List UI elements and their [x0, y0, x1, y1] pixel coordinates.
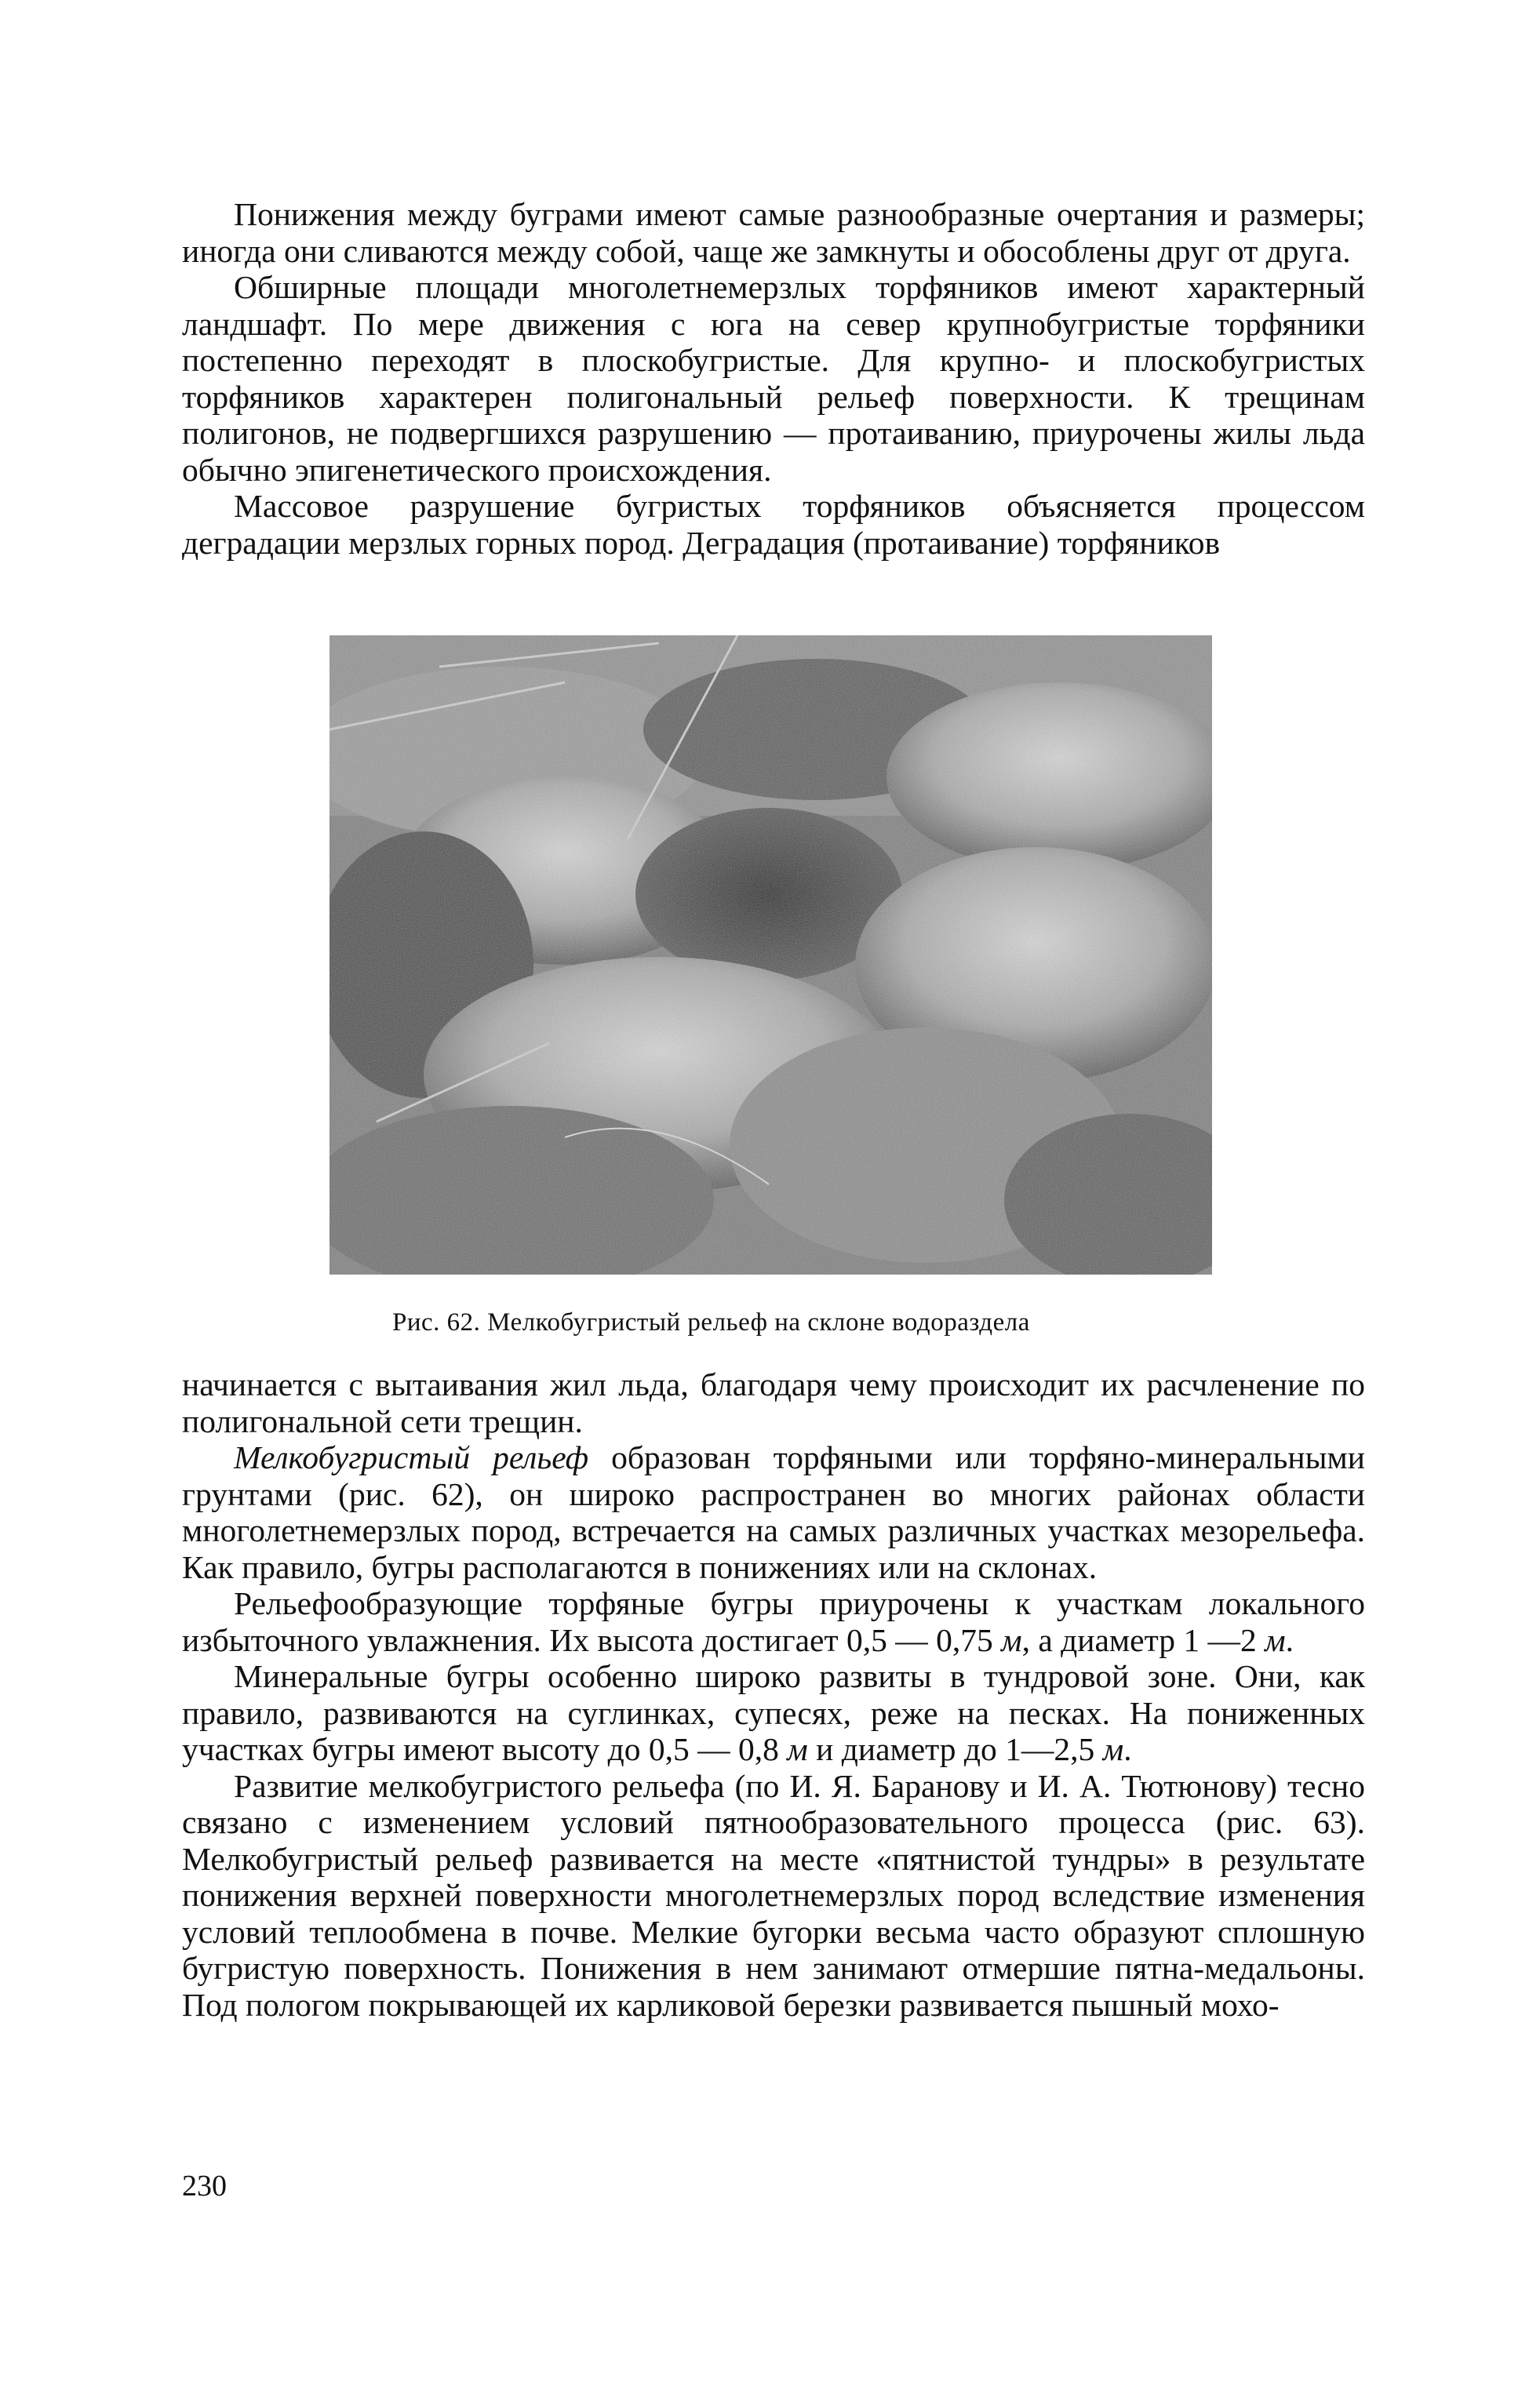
figure-photo	[329, 635, 1212, 1275]
paragraph: Обширные площади многолетнемерзлых торфяников имеют характерный ландшафт. По мере движения с юга на север крупнобугристые торфяники постепенно переходят в плоскобугристые. Для крупно- и плоскобугристых торфяников характерен полигональный рельеф поверхности. К трещинам полигонов, не подвергшихся разрушению — протаиванию, приурочены жилы льда обычно эпигенетического происхождения.	[182, 269, 1365, 488]
paragraph-text: , а диаметр 1 —2	[1021, 1621, 1265, 1658]
unit: м	[1102, 1731, 1124, 1767]
paragraph: Массовое разрушение бугристых торфяников объясняется процессом деградации мерзлых горных пород. Деградация (протаивание) торфяников	[182, 488, 1365, 561]
text-block-top	[182, 196, 1365, 561]
paragraph: Понижения между буграми имеют самые разнообразные очертания и размеры; иногда они сливаются между собой, чаще же замкнуты и обособлены друг от друга.	[182, 196, 1365, 269]
paragraph: начинается с вытаивания жил льда, благодаря чему происходит их расчленение по полигональной сети трещин.	[182, 1366, 1365, 1439]
paragraph	[182, 1585, 1365, 1658]
paragraph: Развитие мелкобугристого рельефа (по И. Я. Баранову и И. А. Тютюнову) тесно связано с изменением условий пятнообразовательного процесса (рис. 63). Мелкобугристый рельеф развивается на месте «пятнистой тундры» в результате понижения верхней поверхности многолетнемерзлых пород вследствие изменения условий теплообмена в почве. Мелкие бугорки весьма часто образуют сплошную бугристую поверхность. Понижения в нем занимают отмершие пятна-медальоны. Под пологом покрывающей их карликовой березки развивается пышный мохо-	[182, 1767, 1365, 2023]
italic-term: Мелкобугристый рельеф	[234, 1439, 589, 1475]
paragraph-text: и диаметр до 1—2,5	[807, 1731, 1103, 1767]
paragraph	[182, 1439, 1365, 1585]
paragraph-text: .	[1285, 1621, 1294, 1658]
unit: м	[1265, 1621, 1286, 1658]
hummock-photo-illustration	[329, 635, 1212, 1275]
paragraph-text: образован торфяными или торфяно-минеральными грунтами (рис. 62), он широко распространен во многих районах области многолетнемерзлых пород, встречается на самых различных участках мезорельефа. Как правило, бугры располагаются в понижениях или на склонах.	[182, 1439, 1365, 1585]
unit: м	[787, 1731, 808, 1767]
paragraph	[182, 1658, 1365, 1768]
unit: м	[1001, 1621, 1022, 1658]
paragraph-text: .	[1123, 1731, 1132, 1767]
text-block-bottom	[182, 1366, 1365, 2023]
paragraph-text: Рельефообразующие торфяные бугры приурочены к участкам локального избыточного увлажнения. Их высота достигает 0,5 — 0,75	[182, 1585, 1365, 1658]
figure-caption: Рис. 62. Мелкобугристый рельеф на склоне водораздела	[392, 1308, 1030, 1337]
paragraph-text: Минеральные бугры особенно широко развиты в тундровой зоне. Они, как правило, развиваются на суглинках, супесях, реже на песках. На пониженных участках бугры имеют высоту до 0,5 — 0,8	[182, 1658, 1365, 1767]
page-number: 230	[182, 2170, 227, 2202]
